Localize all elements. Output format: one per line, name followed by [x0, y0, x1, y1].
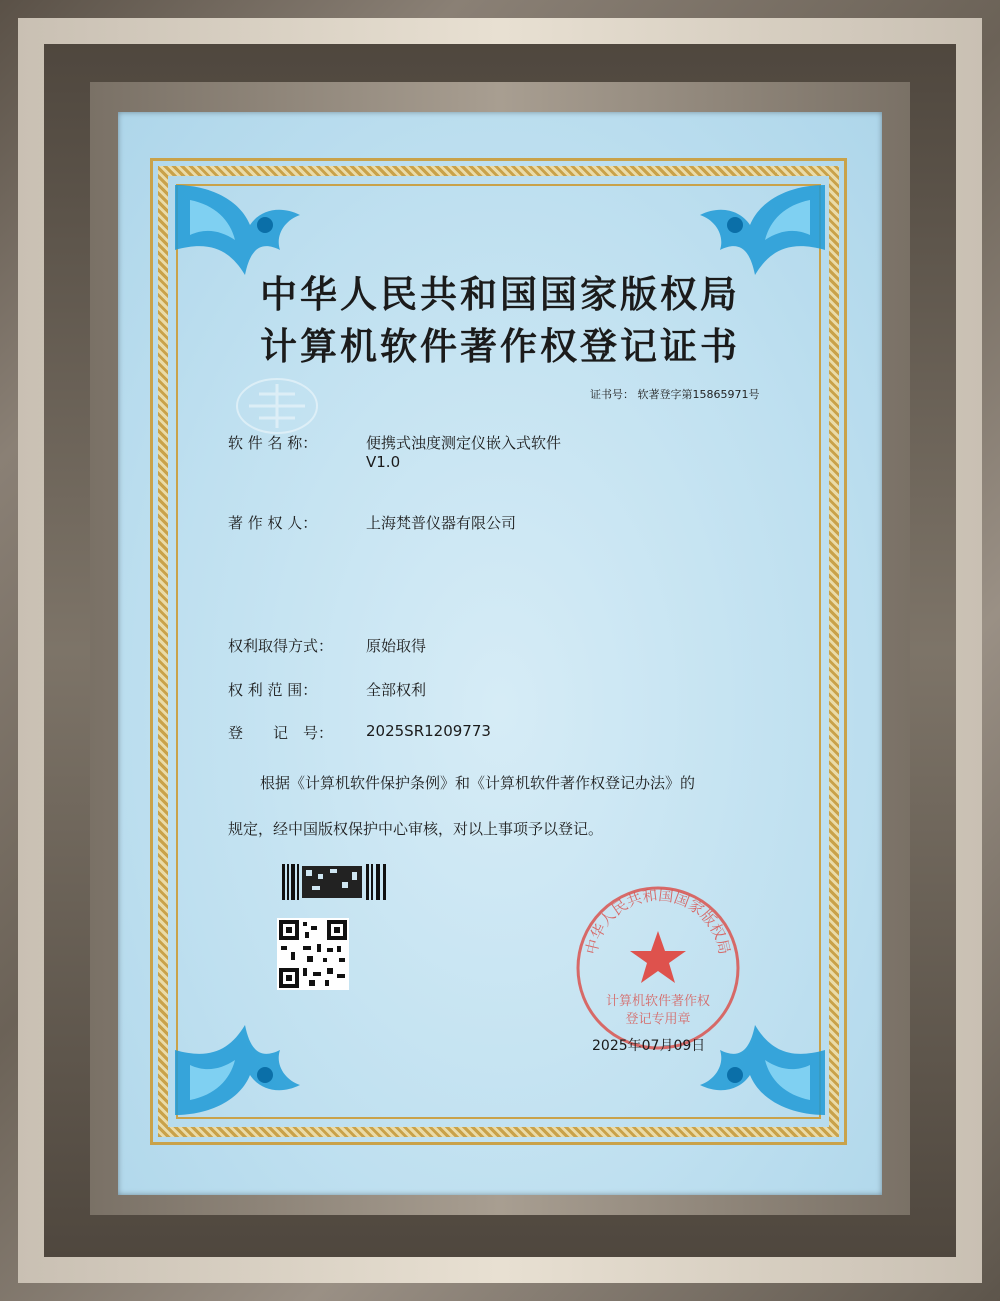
- field-software-name: [228, 432, 561, 471]
- field-value: 全部权利: [366, 681, 427, 699]
- field-acquisition-method: [228, 635, 426, 656]
- title-line-1: 中华人民共和国国家版权局: [260, 272, 740, 316]
- software-version-value: V1.0: [366, 453, 401, 471]
- field-value: 上海梵普仪器有限公司: [366, 514, 517, 532]
- field-registration-number: [228, 722, 491, 743]
- qr-code-icon: [277, 918, 349, 990]
- field-value: 原始取得: [366, 637, 427, 655]
- seal-inner-text-1: 计算机软件著作权: [605, 994, 711, 1009]
- issue-date: 2025年07月09日: [592, 1038, 706, 1054]
- certificate-number: 证书号： 软著登字第15865971号: [590, 388, 760, 401]
- software-name-value: 便携式浊度测定仪嵌入式软件: [366, 434, 562, 452]
- watermark-emblem-icon: [234, 376, 320, 436]
- field-label: 著 作 权 人：: [228, 514, 318, 532]
- field-rights-scope: [228, 679, 426, 700]
- barcode-icon: [282, 864, 390, 900]
- field-label: 登 记 号：: [228, 724, 334, 742]
- field-value: [366, 432, 561, 471]
- paragraph-line-1: 根据《计算机软件保护条例》和《计算机软件著作权登记办法》的: [260, 774, 696, 792]
- corner-ornament-bottom-left-icon: [170, 1000, 320, 1120]
- official-seal-icon: [573, 883, 743, 1053]
- field-label: 权 利 范 围：: [228, 681, 318, 699]
- seal-inner-text-2: 登记专用章: [625, 1012, 691, 1027]
- seal-outer-text: 中华人民共和国国家版权局: [582, 886, 734, 957]
- field-label: 软 件 名 称：: [228, 434, 318, 452]
- paragraph-line-2: 规定，经中国版权保护中心审核，对以上事项予以登记。: [228, 820, 604, 838]
- field-copyright-owner: [228, 512, 516, 533]
- field-value: 2025SR1209773: [366, 722, 491, 740]
- seal-star-icon: [630, 931, 686, 983]
- field-label: 权利取得方式：: [228, 637, 334, 655]
- title-line-2: 计算机软件著作权登记证书: [260, 324, 740, 368]
